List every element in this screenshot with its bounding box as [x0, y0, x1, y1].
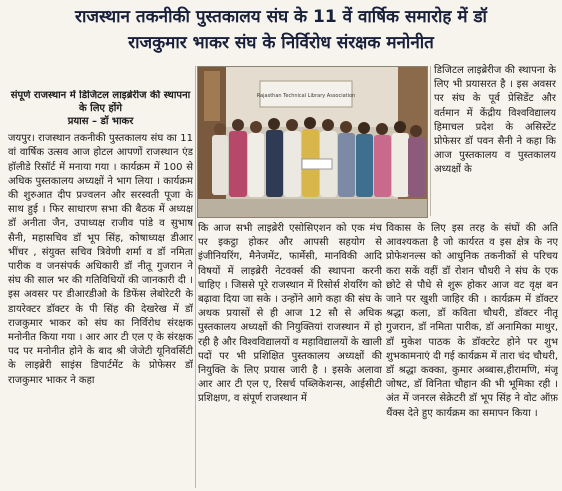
article-column-3	[386, 222, 558, 488]
column-divider-right	[430, 66, 431, 216]
article-column-4	[434, 64, 556, 220]
column-3-text: विकास के लिए इस तरह के संघों की अति आवश्यकता है जो कार्यरत व इस क्षेत्र के नए प्रोफेशनल्स को आधुनिक तकनीकों से परिचय करा सकें वहीं डॉ रोशन चौधरी ने संघ के एक छोटे से पौधे से शुरू होकर आज वट वृक्ष बन जाने पर खुशी जाहिर की । कार्यक्रम में डॉक्टर श्रद्धा कला, डॉ कविता चौधरी, डॉक्टर नीतू गुजरान, डॉ नमिता पारीक, डॉ अनामिका माथुर, डॉ मुकेश पाठक के डॉक्टरेट होने पर शुभ शुभकामनाएं दी गई कार्यक्रम में तारा चंद चौधरी, डॉ श्रद्धा कक्का, कुमार अब्बास,हीरामणि, मंजू जोषट, डॉ विनिता चौहान की भी भूमिका रही । अंत में जनरल सेक्रेटरी डॉ भूप सिंह ने वोट ऑफ़ थैंक्स देते हुए कार्यक्रम का समापन किया ।	[386, 223, 558, 419]
article-column-2	[198, 222, 382, 486]
headline-line-2: राजकुमार भाकर संघ के निर्विरोध संरक्षक मनोनीत	[128, 33, 434, 53]
article-column-1	[8, 90, 193, 488]
headline-line-1: राजस्थान तकनीकी पुस्तकालय संघ के 11 वें वार्षिक समारोह में डॉ	[75, 7, 487, 27]
column-divider	[195, 66, 196, 488]
column-1-text: जयपुर। राजस्थान तकनीकी पुस्तकालय संघ का 11 वां वार्षिक उत्सव आज होटल आपणों राजस्थान एंड हॉलीडे रिसॉर्ट में मनाया गया । कार्यक्रम में 100 से अधिक पुस्तकालय अध्यक्षों ने भाग लिया । कार्यक्रम की शुरुआत दीप प्रज्वलन और सरस्वती पूजा के साथ हुई । फिर साधारण सभा की बैठक में अध्यक्ष डॉ अनीता जैन, उपाध्यक्ष राजीव पांडे व सुभाष सैनी, महासचिव डॉ भूप सिंह, कोषाध्यक्ष डीआर भींचर , संयुक्त सचिव त्रिवेणी शर्मा व डॉ नमिता पारीक व जनसंपर्क अधिकारी डॉ नीतू गुजरान ने संघ की साल भर की गतिविधियों की जानकारी दी । इस अवसर पर डीआरडीओ के डिफेंस लेबोरेटरी के डायरेक्टर डॉक्टर के पी सिंह की देखरेख में डॉ राजकुमार भाकर को संघ का निर्विरोध संरक्षक मनोनीत किया गया । आर आर टी एल ए के संरक्षक पद पर मनोनीत होने के बाद श्री जेजेटी यूनिवर्सिटी के लाइब्रेरी साइंस डिपार्टमेंट के प्रोफेसर डॉ राजकुमार भाकर ने कहा	[8, 133, 193, 386]
column-4-text: डिजिटल लाइब्रेरीज की स्थापना के लिए भी प्रयासरत है । इस अवसर पर संघ के पूर्व प्रेसिडेंट और वर्तमान में केंद्रीय विश्वविद्यालय हिमाचल प्रदेश के असिस्टेंट प्रोफेसर डॉ पवन सैनी ने कहा कि आज पुस्तकालय व पुस्तकालय अध्यक्षों के	[434, 65, 556, 176]
event-photo	[197, 66, 428, 218]
column-2-text: कि आज सभी लाइब्रेरी एसोसिएशन को एक मंच पर इकट्ठा होकर और आपसी सहयोग से इंजीनियरिंग, मैनेजमेंट, फार्मेसी, मानविकी आदि विषयों में लाइब्रेरी नेटवर्क्स की स्थापना करनी चाहिए । जिससे पूरे राजस्थान में रिसोर्स शेयरिंग को बढ़ावा दिया जा सके । उन्होंने आगे कहा की संघ के अथक प्रयासों से ही आज 12 सौ से अधिक पुस्तकालय अध्यक्षों की नियुक्तियां राजस्थान में हो रही है और विश्वविद्यालयों व महाविद्यालयों के खाली पदों पर भी प्रशिक्षित पुस्तकालय अध्यक्षों की नियुक्ति के लिए प्रयास जारी है । इसके अलावा आर आर टी एल ए, रिसर्च पब्लिकेशन्स, आईसीटी प्रशिक्षण, व संपूर्ण राजस्थान में	[198, 223, 382, 405]
article-kicker: संपूर्ण राजस्थान में डिजिटल लाइब्रेरीज की स्थापना के लिए होंगे	[10, 90, 191, 114]
article-headline	[8, 4, 554, 56]
article-byline: प्रयास – डॉ भाकर	[67, 116, 134, 127]
photo-banner-text: Rajasthan Technical Library Association	[256, 93, 356, 99]
